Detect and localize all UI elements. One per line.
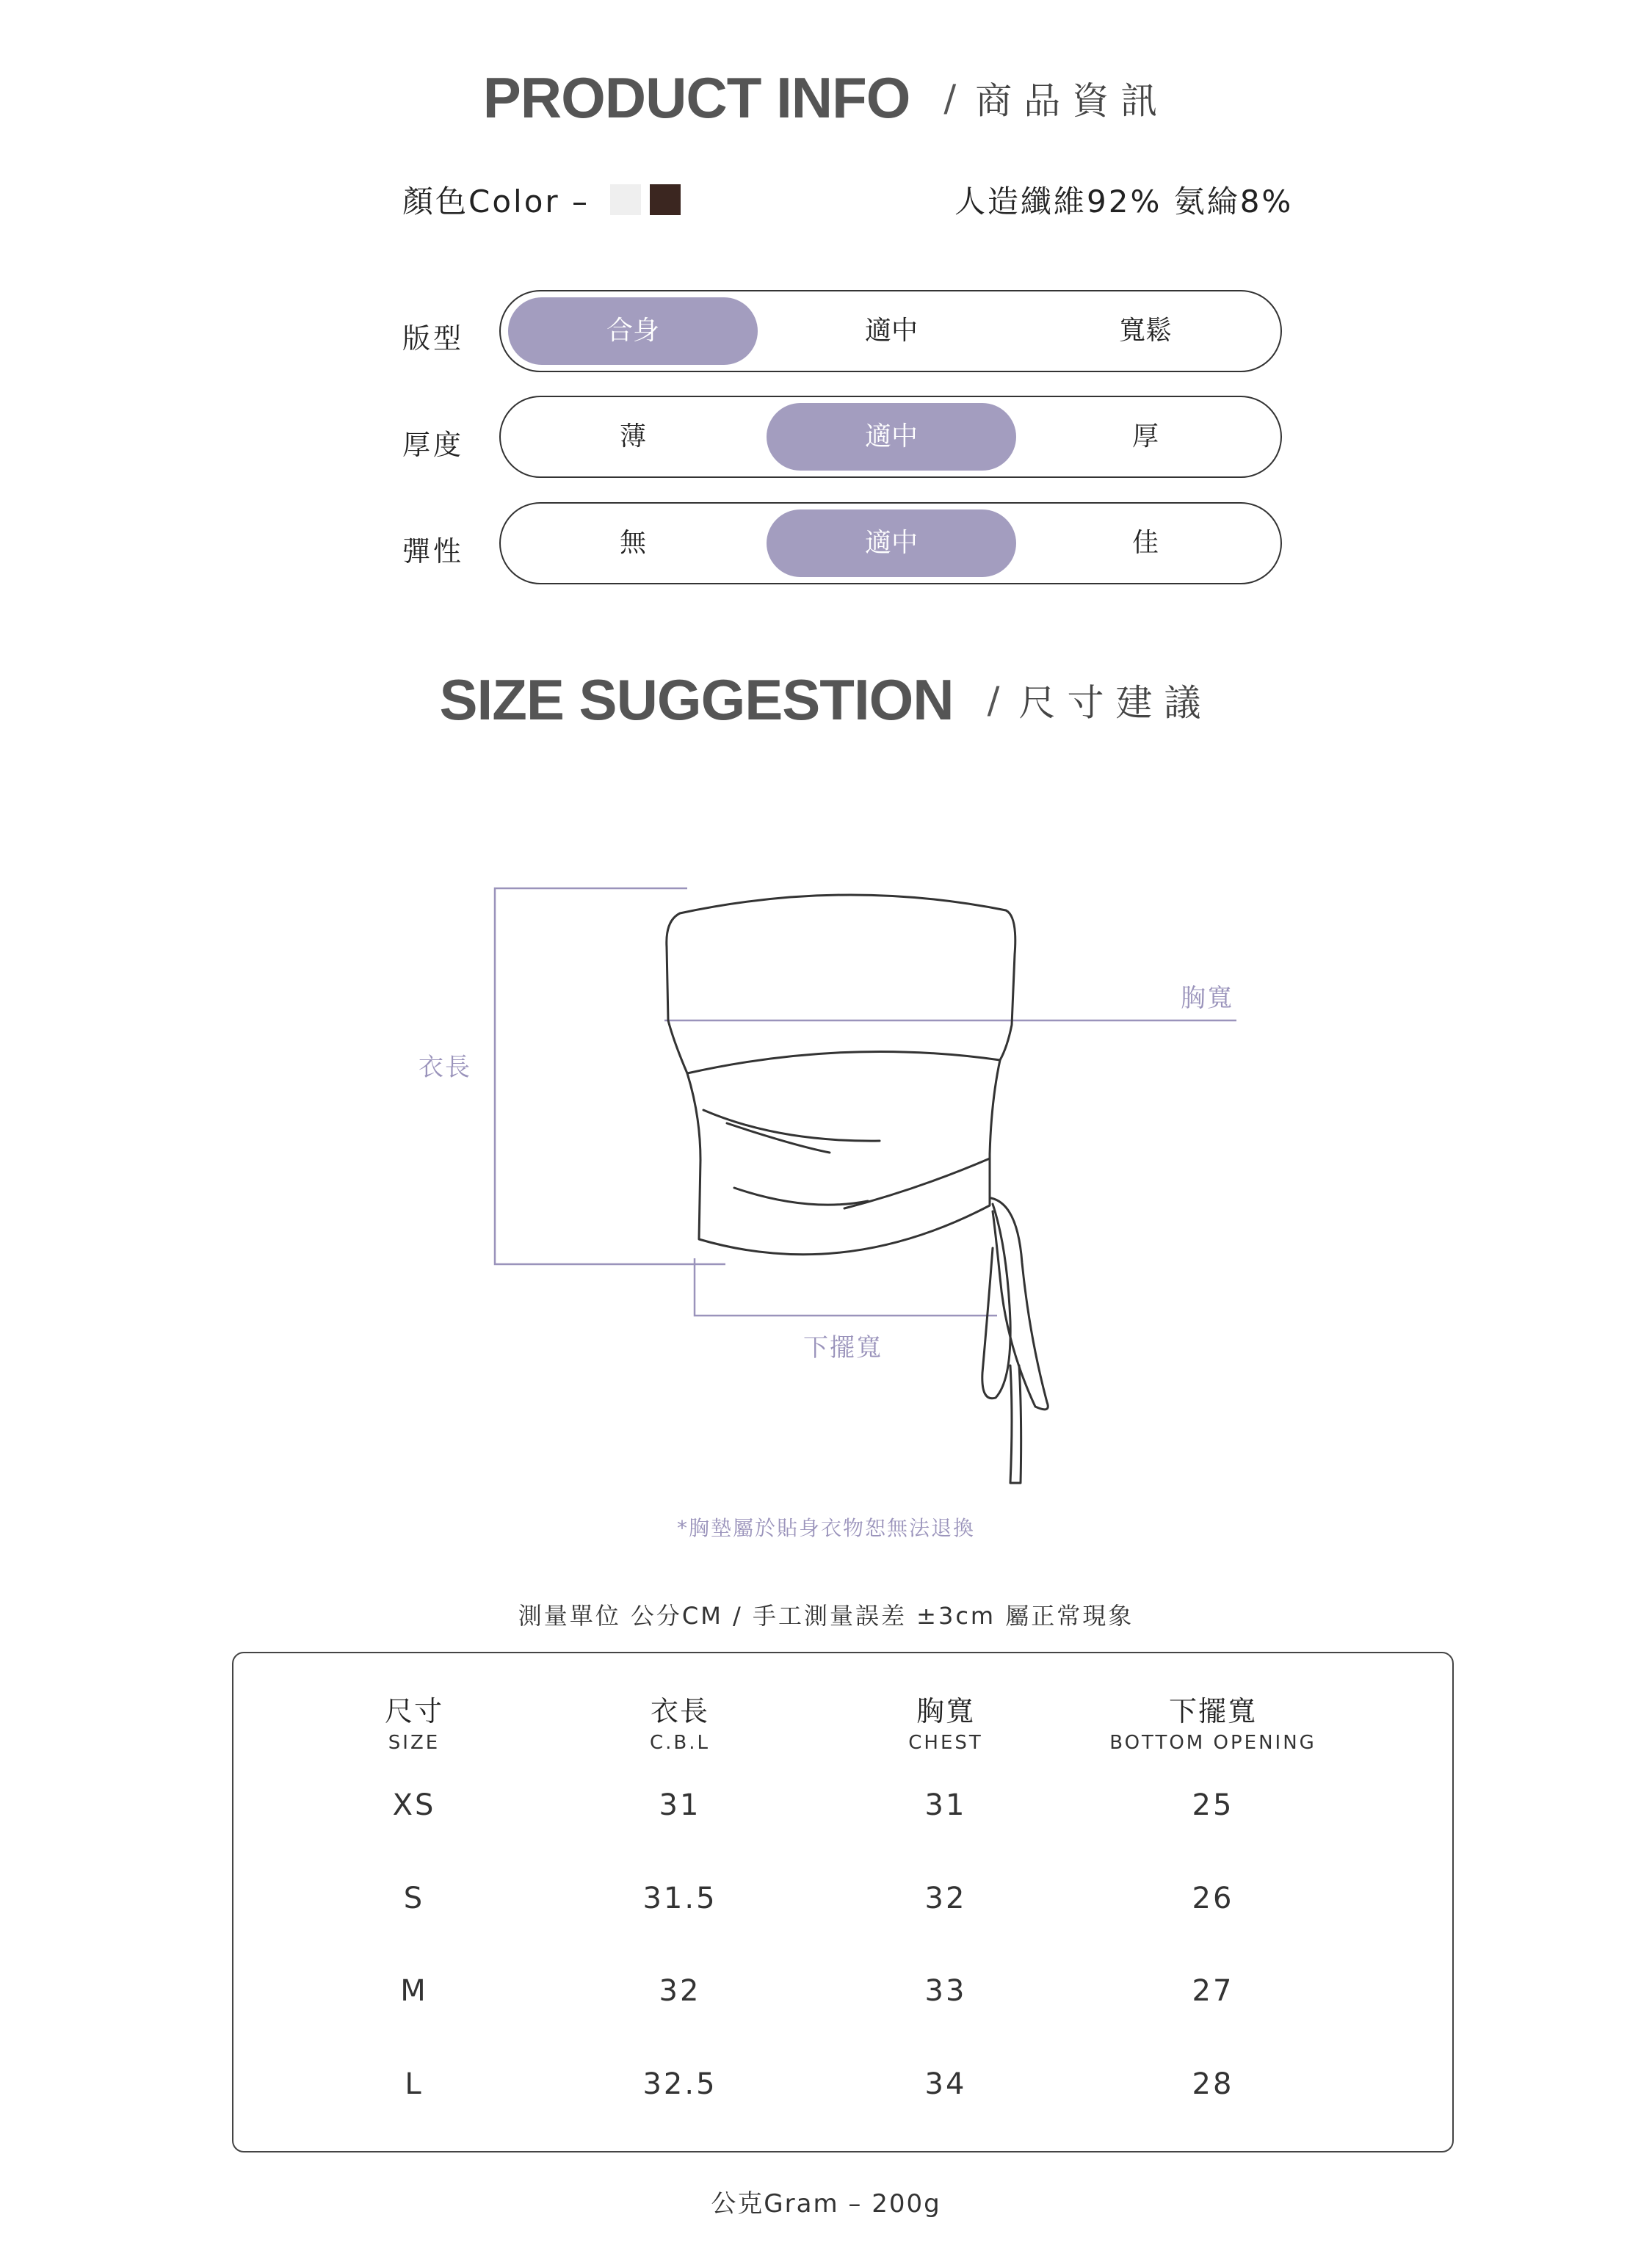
option-thin: 薄 [619, 421, 646, 451]
title-separator: / [987, 678, 1000, 722]
return-policy-note: *胸墊屬於貼身衣物恕無法退換 [676, 1516, 975, 1540]
drape-line [734, 1188, 868, 1205]
measurement-unit-note: 測量單位 公分CM / 手工測量誤差 ±3cm 屬正常現象 [518, 1602, 1134, 1630]
chest-label: 胸寬 [1181, 984, 1233, 1013]
table-cell-chest: 32 [924, 1882, 967, 1915]
option-loose: 寬鬆 [1118, 316, 1172, 346]
size-suggestion-title-zh: 尺寸建議 [1018, 681, 1213, 725]
header-size: 尺寸 SIZE [384, 1695, 443, 1754]
tie-string-end [1010, 1365, 1021, 1483]
option-medium: 適中 [864, 421, 918, 451]
length-label: 衣長 [419, 1053, 471, 1082]
header-length: 衣長 C.B.L [649, 1695, 710, 1754]
size-suggestion-title-en: SIZE SUGGESTION [439, 667, 954, 732]
color-label: 顏色Color – [402, 184, 590, 220]
table-cell-size: M [400, 1974, 428, 2008]
table-cell-size: L [405, 2067, 424, 2101]
title-separator: / [943, 76, 957, 120]
header-chest: 胸寬 CHEST [908, 1695, 983, 1754]
option-none: 無 [619, 528, 646, 558]
product-weight: 公克Gram – 200g [711, 2189, 941, 2219]
option-fitted: 合身 [606, 316, 659, 346]
table-cell-bottom: 28 [1192, 2067, 1234, 2101]
option-medium: 適中 [864, 316, 918, 346]
table-cell-chest: 33 [924, 1974, 967, 2008]
table-cell-bottom: 26 [1192, 1882, 1234, 1915]
table-cell-length: 32 [659, 1974, 701, 2008]
product-info-title-zh: 商品資訊 [975, 79, 1170, 123]
length-measure-line [495, 888, 725, 1264]
attr-label-fit: 版型 [402, 322, 465, 355]
table-cell-length: 31.5 [642, 1882, 717, 1915]
option-medium: 適中 [864, 528, 918, 558]
table-cell-length: 31 [659, 1788, 701, 1822]
table-cell-chest: 31 [924, 1788, 967, 1822]
table-cell-size: S [403, 1882, 425, 1915]
product-info-title-en: PRODUCT INFO [482, 65, 910, 130]
table-cell-chest: 34 [924, 2067, 967, 2101]
hem-label: 下擺寬 [803, 1333, 883, 1363]
bodice-lower-panel [687, 1060, 1000, 1255]
fabric-composition: 人造纖維92% 氨綸8% [954, 184, 1294, 220]
bodice-top-panel [667, 895, 1015, 1073]
header-bottom-opening: 下擺寬 BOTTOM OPENING [1109, 1695, 1316, 1754]
option-good: 佳 [1131, 528, 1159, 558]
attr-label-elasticity: 彈性 [402, 535, 465, 567]
attr-label-thickness: 厚度 [402, 429, 465, 461]
drape-line [703, 1110, 880, 1141]
option-thick: 厚 [1131, 421, 1159, 451]
table-cell-size: XS [392, 1788, 436, 1822]
table-cell-length: 32.5 [642, 2067, 717, 2101]
size-table [232, 1652, 1454, 2152]
table-cell-bottom: 25 [1192, 1788, 1234, 1822]
table-cell-bottom: 27 [1192, 1974, 1234, 2008]
hem-measure-line [695, 1258, 997, 1316]
